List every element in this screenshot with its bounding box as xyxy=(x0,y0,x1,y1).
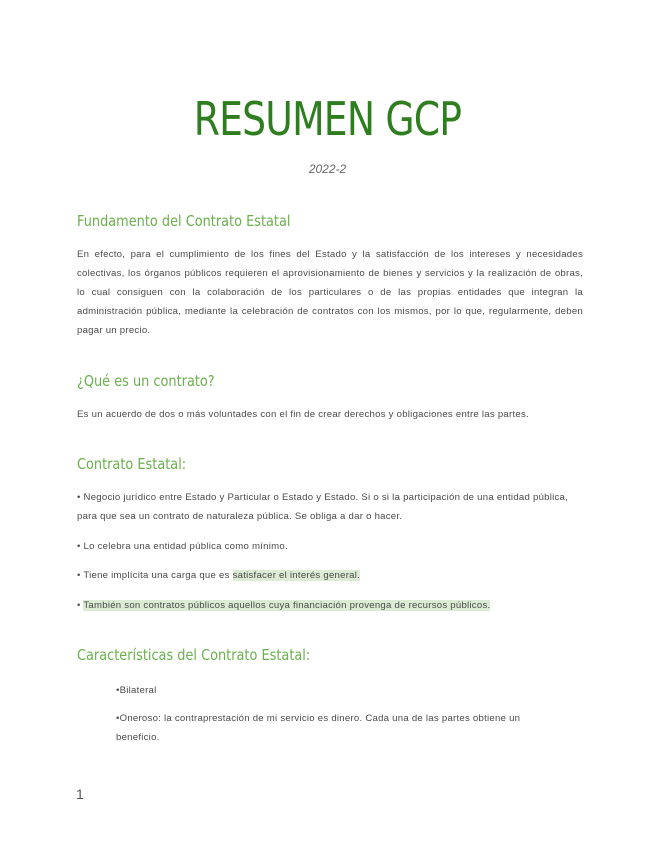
item-prefix: • Tiene implícita una carga que es xyxy=(77,570,233,581)
heading-caracteristicas: Características del Contrato Estatal: xyxy=(77,646,311,664)
list-item-negocio-juridico: • Negocio jurídico entre Estado y Particular o Estado y Estado. Si o si la participación de una entidad pública, para que sea un contrato de naturaleza pública. Se obliga a dar o hacer. xyxy=(77,492,569,522)
item-prefix: • xyxy=(77,600,84,611)
list-item-bilateral: •Bilateral xyxy=(116,685,157,696)
highlighted-text: satisfacer el interés general. xyxy=(232,570,361,581)
heading-fundamento: Fundamento del Contrato Estatal xyxy=(77,212,291,230)
list-item-interes-general xyxy=(77,566,583,585)
heading-contrato-estatal: Contrato Estatal: xyxy=(77,455,187,473)
paragraph-fundamento: En efecto, para el cumplimiento de los fines del Estado y la satisfacción de los intereses y necesidades colectivas, los órganos públicos requieren el aprovisionamiento de bienes y servicios y la realización de obras, lo cual consiguen con la colaboración de los particulares o de las propias entidades que integran la administración pública, mediante la celebración de contratos con los mismos, por lo que, regularmente, deben pagar un precio. xyxy=(77,249,583,336)
document-title: RESUMEN GCP xyxy=(193,92,462,146)
paragraph-que-es-contrato: Es un acuerdo de dos o más voluntades con el fin de crear derechos y obligaciones entre las partes. xyxy=(77,409,529,420)
list-item-oneroso: •Oneroso: la contraprestación de mi servicio es dinero. Cada una de las partes obtiene un beneficio. xyxy=(116,713,521,743)
list-item-entidad-publica: • Lo celebra una entidad pública como mínimo. xyxy=(77,541,288,552)
heading-que-es-contrato: ¿Qué es un contrato? xyxy=(77,372,215,390)
highlighted-text: También son contratos públicos aquellos cuya financiación provenga de recursos públicos. xyxy=(83,600,491,611)
page-number: 1 xyxy=(76,786,84,802)
list-item-financiacion xyxy=(77,596,583,615)
document-subtitle: 2022-2 xyxy=(308,162,347,176)
